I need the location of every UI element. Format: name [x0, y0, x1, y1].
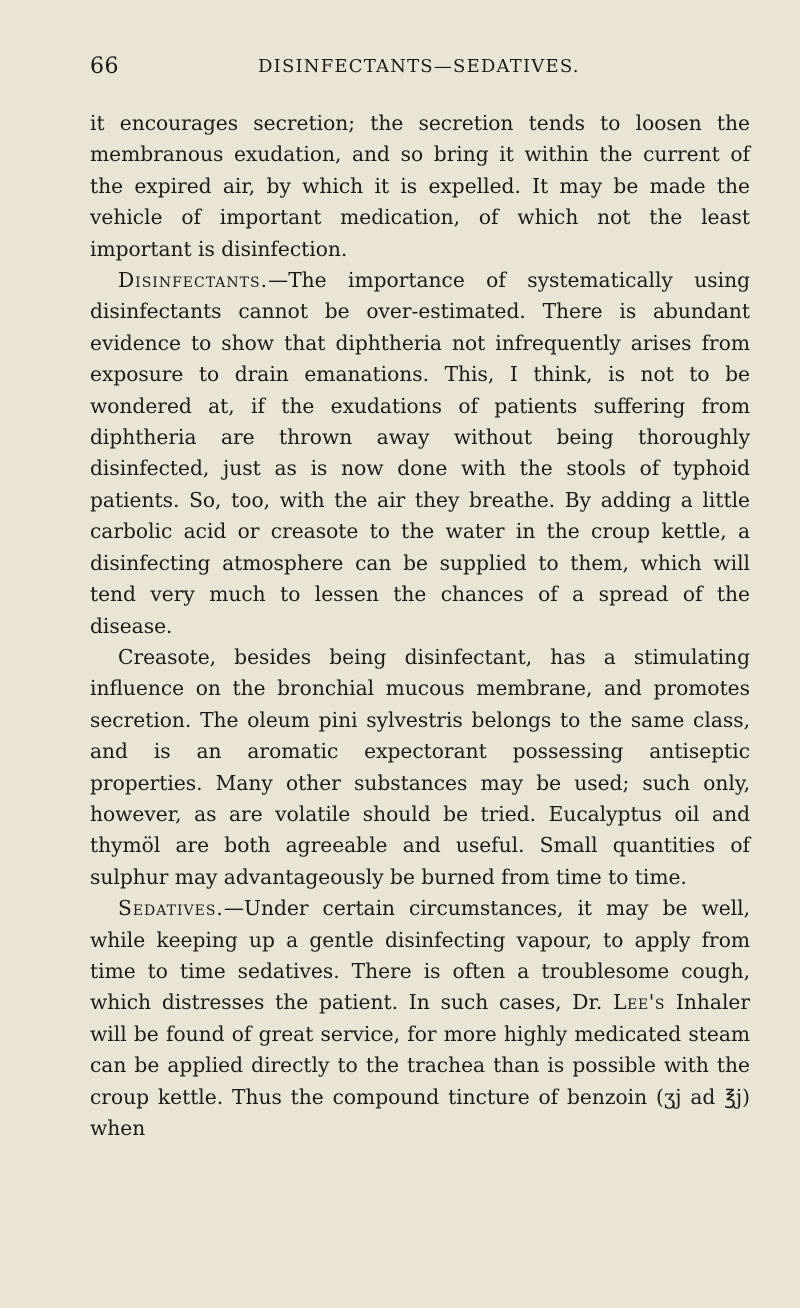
paragraph-1-text: it encourages secretion; the secretion tends to loosen the membranous exudation, and so bring it within the current of the expired air, by which it is expelled. It may be made the vehicle of important medication, of which not the least important is disinfection.: [90, 111, 750, 261]
section-lead-sedatives: Sedatives.: [118, 896, 224, 921]
page-number: 66: [90, 54, 119, 79]
running-title: DISINFECTANTS—SEDATIVES.: [258, 56, 580, 77]
running-head: [90, 54, 750, 84]
paragraph-disinfectants-text: —The importance of systematically using disinfectants cannot be over-estimated. There is abundant evidence to show that diphtheria not infrequently arises from exposure to drain emanations. This, I think, is not to be wondered at, if the exudations of patients suffering from diphtheria are thrown away without being thoroughly disinfected, just as is now done with the stools of typhoid patients. So, too, with the air they breathe. By adding a little carbolic acid or creasote to the water in the croup kettle, a disinfecting atmosphere can be supplied to them, which will tend very much to lessen the chances of a spread of the disease.: [90, 268, 750, 638]
paragraph-sedatives: [90, 893, 750, 1144]
body-text: [90, 108, 750, 1144]
paragraph-disinfectants: [90, 265, 750, 642]
paragraph-creasote-text: Creasote, besides being disinfectant, has a stimulating influence on the bronchial mucous membrane, and promotes secretion. The oleum pini sylvestris belongs to the same class, and is an aromatic expectorant possessing antiseptic properties. Many other substances may be used; such only, however, as are volatile should be tried. Eucalyptus oil and thymöl are both agreeable and useful. Small quantities of sulphur may advantageously be burned from time to time.: [90, 644, 750, 889]
author-name: Lee's: [613, 990, 666, 1015]
section-lead-disinfectants: Disinfectants.: [118, 268, 269, 293]
paragraph-creasote: [90, 642, 750, 893]
paragraph-1: [90, 108, 750, 265]
paragraph-sedatives-text-b: Inhaler will be found of great service, for more highly medicated steam can be applied directly to the trachea than is possible with the croup kettle. Thus the compound tincture of benzoin (ʒj ad ℥j) when: [90, 990, 750, 1140]
paragraph-sedatives-text-a: —Under certain circumstances, it may be well, while keeping up a gentle disinfecting vapour, to apply from time to time sedatives. There is often a troublesome cough, which distresses the patient. In such cases, Dr.: [90, 896, 750, 1015]
